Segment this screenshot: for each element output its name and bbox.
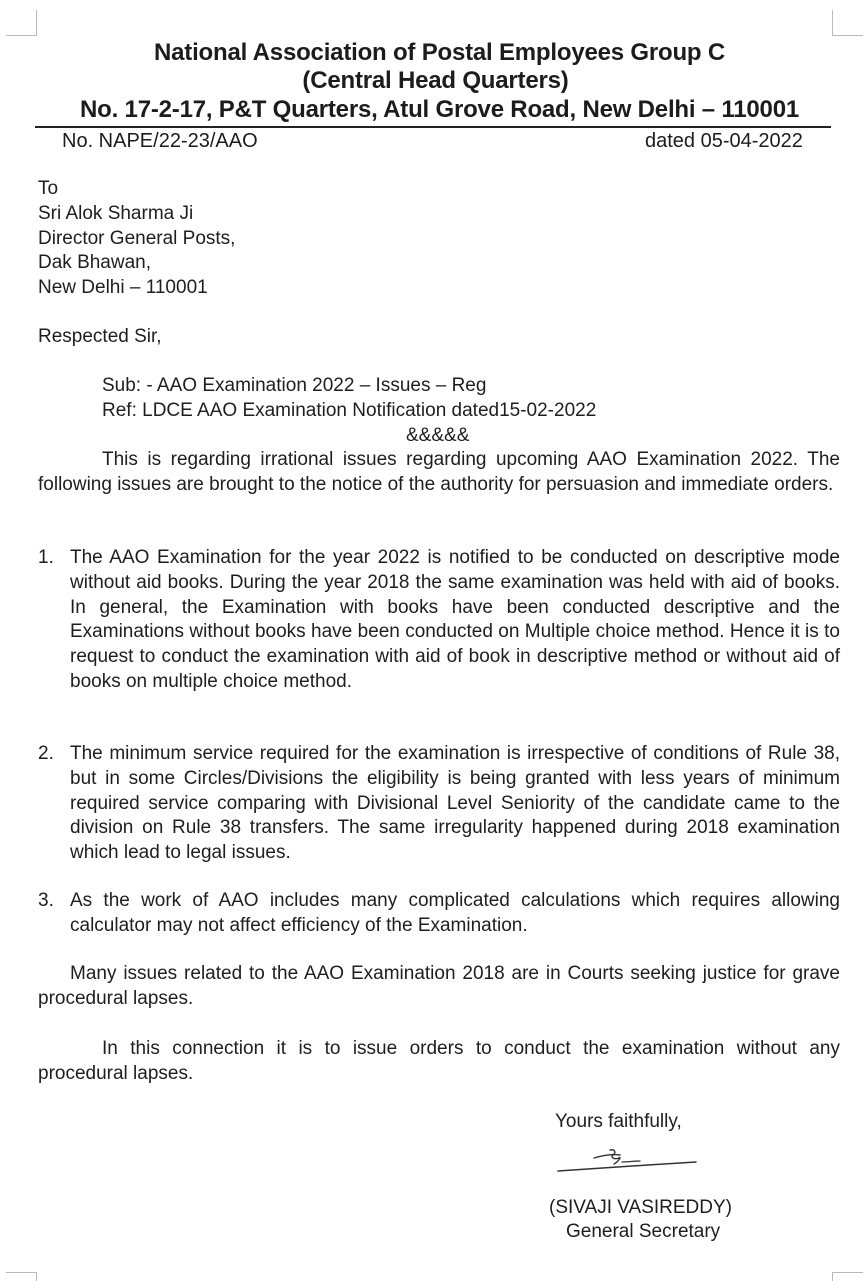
- letterhead-org-name: National Association of Postal Employees Group C: [154, 39, 725, 66]
- recipient-line: Sri Alok Sharma Ji: [38, 202, 194, 224]
- intro-paragraph: [38, 448, 840, 498]
- subject-line: Sub: - AAO Examination 2022 – Issues – Reg: [102, 375, 487, 396]
- issue-text: As the work of AAO includes many complicated calculations which requires allowing calculator may not affect efficiency of the Examination.: [70, 890, 840, 936]
- reference-line: Ref: LDCE AAO Examination Notification dated15-02-2022: [102, 400, 597, 421]
- issue-text: The AAO Examination for the year 2022 is notified to be conducted on descriptive mode without aid books. During the year 2018 the same examination was held with aid of books. In general, the Examination with books have been conducted descriptive and the Examinations without books have been conducted on Multiple choice method. Hence it is to request to conduct the examination with aid of book in descriptive method or without aid of books on multiple choice method.: [70, 547, 840, 692]
- intro-text: This is regarding irrational issues regarding upcoming AAO Examination 2022. The following issues are brought to the notice of the authority for persuasion and immediate orders.: [38, 449, 840, 495]
- closing: Yours faithfully,: [555, 1111, 682, 1132]
- letter-date: dated 05-04-2022: [645, 130, 803, 152]
- letterhead-address: No. 17-2-17, P&T Quarters, Atul Grove Road, New Delhi – 110001: [80, 96, 799, 123]
- scan-corner-mark-top-right: [832, 10, 863, 36]
- issue-text: The minimum service required for the examination is irrespective of conditions of Rule 38, but in some Circles/Divisions the eligibility is being granted with less years of minimum required service comparing with Divisional Level Seniority of the candidate came to the division on Rule 38 transfers. The same irregularity happened during 2018 examination which lead to legal issues.: [70, 743, 840, 864]
- handwritten-signature: [556, 1140, 698, 1180]
- connection-paragraph: [38, 1037, 840, 1087]
- letterhead-office: (Central Head Quarters): [302, 67, 569, 94]
- scan-corner-mark-top-left: [6, 10, 37, 36]
- recipient-line: Dak Bhawan,: [38, 252, 152, 274]
- recipient-line: New Delhi – 110001: [38, 277, 208, 299]
- connection-text: In this connection it is to issue orders to conduct the examination without any procedural lapses.: [38, 1038, 840, 1084]
- recipient-address: [38, 177, 235, 301]
- reference-number: No. NAPE/22-23/AAO: [62, 130, 258, 152]
- signatory-name: (SIVAJI VASIREDDY): [549, 1197, 732, 1218]
- issue-number: 2.: [38, 743, 54, 764]
- issue-number: 1.: [38, 547, 54, 568]
- courts-text: Many issues related to the AAO Examination 2018 are in Courts seeking justice for grave procedural lapses.: [38, 963, 840, 1009]
- salutation: Respected Sir,: [38, 326, 162, 347]
- courts-paragraph: [38, 962, 840, 1012]
- recipient-line: To: [38, 178, 59, 199]
- issue-number: 3.: [38, 890, 54, 911]
- recipient-line: Director General Posts,: [38, 227, 236, 249]
- section-separator: &&&&&: [406, 425, 470, 446]
- signatory-designation: General Secretary: [566, 1221, 721, 1242]
